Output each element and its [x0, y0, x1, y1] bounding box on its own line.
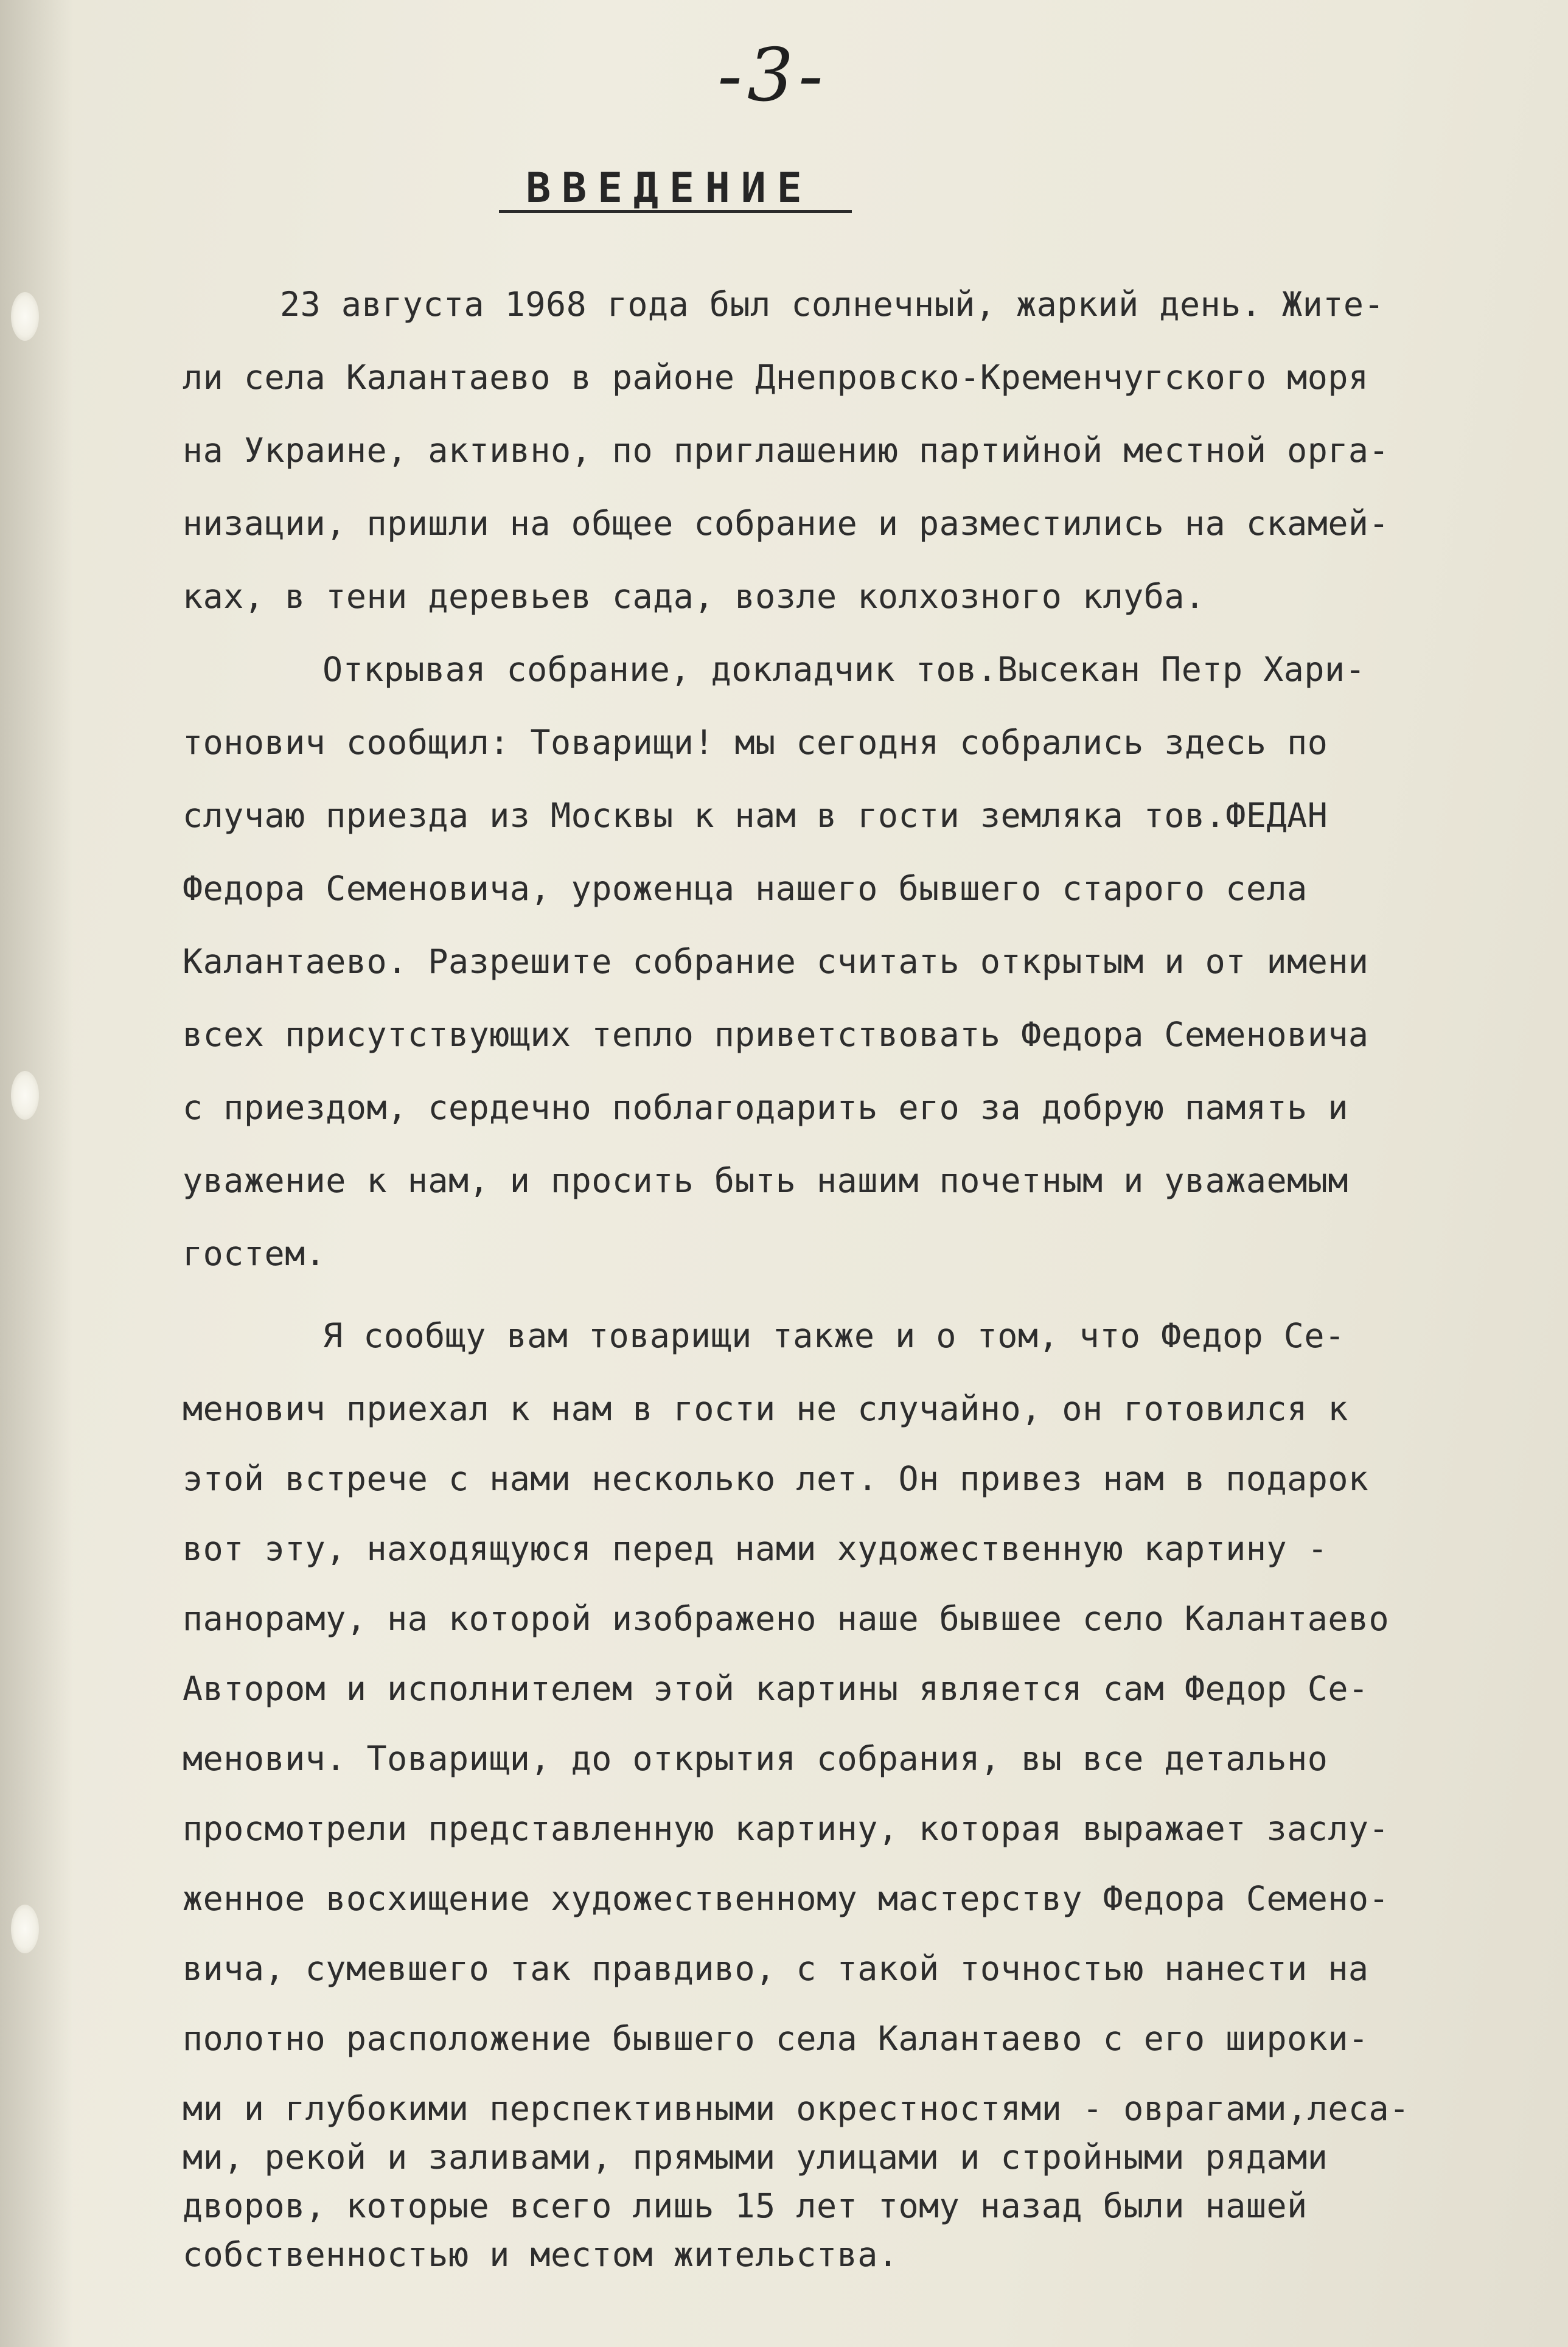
text-line: Я сообщу вам товарищи также и о том, что Федор Се- [322, 1316, 1345, 1355]
text-line: ми и глубокими перспективными окрестностями - оврагами,леса- [183, 2089, 1410, 2128]
text-line: случаю приезда из Москвы к нам в гости земляка тов.ФЕДАН [183, 796, 1328, 835]
text-line: полотно расположение бывшего села Калантаево с его широки- [183, 2019, 1369, 2058]
text-line: тонович сообщил: Товарищи! мы сегодня собрались здесь по [183, 723, 1328, 762]
text-line: Калантаево. Разрешите собрание считать открытым и от имени [183, 942, 1369, 981]
text-line: просмотрели представленную картину, которая выражает заслу- [183, 1809, 1390, 1848]
binding-hole [11, 1071, 39, 1120]
text-line: собственностью и местом жительства. [183, 2235, 899, 2274]
page-number: -3- [717, 33, 828, 118]
text-line: этой встрече с нами несколько лет. Он привез нам в подарок [183, 1459, 1369, 1498]
text-line: Открывая собрание, докладчик тов.Высекан Петр Хари- [322, 650, 1366, 689]
text-line: всех присутствующих тепло приветствовать Федора Семеновича [183, 1015, 1369, 1054]
text-line: ми, рекой и заливами, прямыми улицами и стройными рядами [183, 2138, 1328, 2177]
text-line: Федора Семеновича, уроженца нашего бывшего старого села [183, 869, 1308, 908]
text-line: 23 августа 1968 года был солнечный, жаркий день. Жите- [280, 285, 1385, 324]
text-line: вича, сумевшего так правдиво, с такой точностью нанести на [183, 1949, 1369, 1988]
text-line: Автором и исполнителем этой картины является сам Федор Се- [183, 1669, 1369, 1708]
text-line: панораму, на которой изображено наше бывшее село Калантаево [183, 1599, 1390, 1638]
text-line: уважение к нам, и просить быть нашим почетным и уважаемым [183, 1161, 1348, 1200]
text-line: низации, пришли на общее собрание и разместились на скамей- [183, 504, 1390, 543]
text-line: на Украине, активно, по приглашению партийной местной орга- [183, 431, 1390, 470]
text-line: гостем. [183, 1234, 326, 1273]
text-line: менович приехал к нам в гости не случайно, он готовился к [183, 1389, 1348, 1428]
page-title: ВВЕДЕНИЕ [526, 164, 813, 212]
title-underline [499, 210, 852, 213]
text-line: вот эту, находящуюся перед нами художественную картину - [183, 1529, 1328, 1568]
text-line: менович. Товарищи, до открытия собрания, вы все детально [183, 1739, 1328, 1778]
text-line: ли села Калантаево в районе Днепровско-Кременчугского моря [183, 358, 1369, 397]
text-line: ках, в тени деревьев сада, возле колхозного клуба. [183, 577, 1205, 616]
binding-hole [11, 1905, 39, 1953]
text-line: дворов, которые всего лишь 15 лет тому назад были нашей [183, 2186, 1308, 2225]
text-line: с приездом, сердечно поблагодарить его за добрую память и [183, 1088, 1348, 1127]
page-edge-shadow [0, 0, 73, 2347]
binding-hole [11, 292, 39, 341]
text-line: женное восхищение художественному мастерству Федора Семено- [183, 1879, 1390, 1918]
